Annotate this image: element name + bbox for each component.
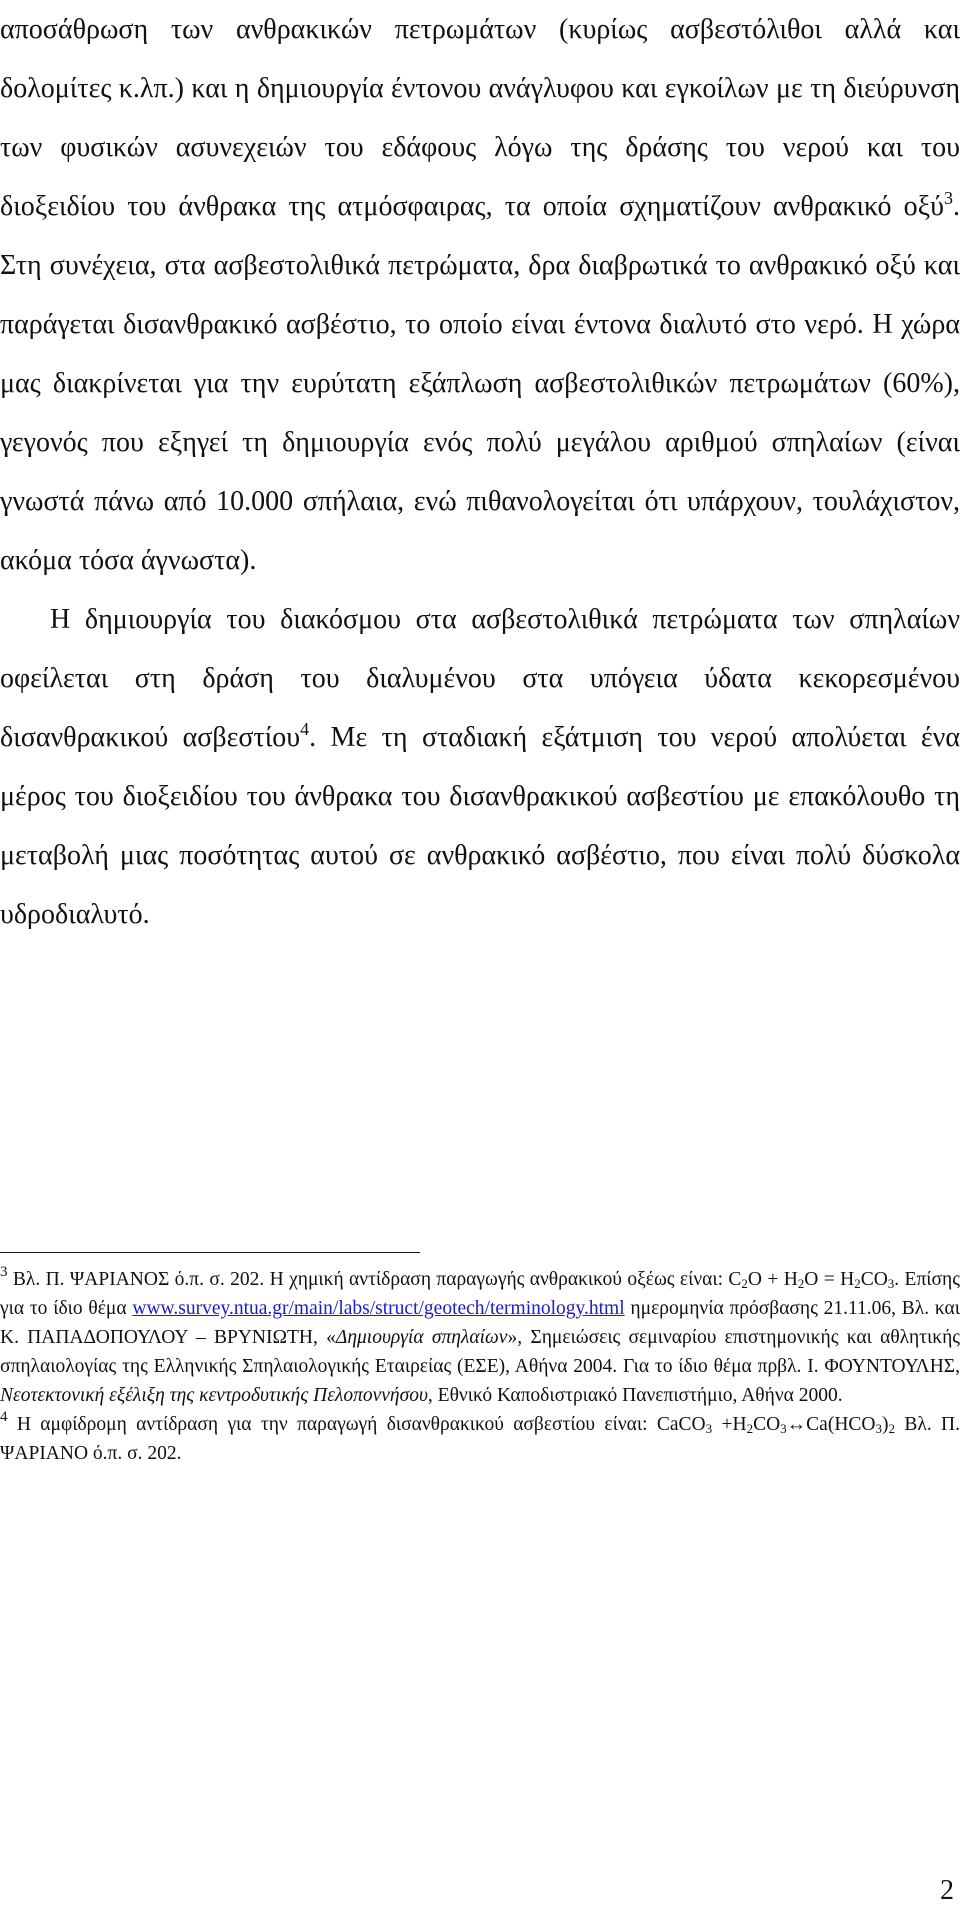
footnote-3-text: , Εθνικό Καποδιστριακό Πανεπιστήμιο, Αθήνα 2000.	[427, 1385, 843, 1406]
footnote-3	[0, 1265, 960, 1410]
paragraph-1	[0, 0, 960, 590]
footnote-3-text: ημερομηνία πρόσβασης 21.11.06, Βλ. και Κ. ΠΑΠΑΔΟΠΟΥΛΟΥ – ΒΡΥΝΙΩΤΗ, «	[0, 1298, 960, 1348]
page-number: 2	[940, 1875, 954, 1906]
body-text	[0, 0, 960, 944]
subscript: 2	[746, 1421, 754, 1436]
footnote-ref-3[interactable]: 3	[944, 188, 953, 208]
footnote-4-mark: 4	[0, 1409, 8, 1425]
subscript: 3	[875, 1421, 882, 1436]
footnote-4-text: Ca(HCO	[806, 1414, 876, 1435]
subscript: 2	[854, 1276, 861, 1291]
footnote-3-italic-title: Δημιουργία σπηλαίων	[335, 1327, 508, 1348]
footnote-4	[0, 1410, 960, 1468]
footnote-3-text: O = H	[804, 1269, 855, 1290]
footnotes	[0, 1265, 960, 1468]
footnote-4-text: +H	[712, 1414, 747, 1435]
subscript: 3	[887, 1276, 895, 1291]
subscript: 2	[797, 1276, 805, 1291]
footnote-3-text: », Σημειώσεις σεμιναρίου επιστημονικής και αθλητικής σπηλαιολογίας της Ελληνικής Σπηλαιολογικής Εταιρείας (ΕΣΕ), Αθήνα 2004. Για το ίδιο θέμα πρβλ. Ι. ΦΟΥΝΤΟΥΛΗΣ,	[0, 1327, 960, 1377]
paragraph-2	[0, 590, 960, 944]
paragraph-1-text: αποσάθρωση των ανθρακικών πετρωμάτων (κυρίως ασβεστόλιθοι αλλά και δολομίτες κ.λπ.) και η δημιουργία έντονου ανάγλυφου και εγκοίλων με τη διεύρυνση των φυσικών ασυνεχειών του εδάφους λόγω της δράσης του νερού και του διοξειδίου του άνθρακα της ατμόσφαιρας, τα οποία σχηματίζουν ανθρακικό οξύ	[0, 14, 960, 222]
subscript: 2	[741, 1276, 748, 1291]
footnote-3-text: Βλ. Π. ΨΑΡΙΑΝΟΣ ό.π. σ. 202. Η χημική αντίδραση παραγωγής ανθρακικού οξέως είναι: C	[7, 1269, 742, 1290]
subscript: 3	[705, 1421, 713, 1436]
footnote-4-text: CO	[753, 1414, 781, 1435]
footnote-3-italic-title: Νεοτεκτονική εξέλιξη της κεντροδυτικής Πελοποννήσου	[0, 1385, 428, 1406]
footnote-separator	[0, 1252, 420, 1253]
footnote-3-text: . Επίσης για το ίδιο θέμα	[0, 1269, 960, 1319]
paragraph-1-continuation: . Στη συνέχεια, στα ασβεστολιθικά πετρώματα, δρα διαβρωτικά το ανθρακικό οξύ και παράγεται δισανθρακικό ασβέστιο, το οποίο είναι έντονα διαλυτό στο νερό. Η χώρα μας διακρίνεται για την ευρύτατη εξάπλωση ασβεστολιθικών πετρωμάτων (60%), γεγονός που εξηγεί τη δημιουργία ενός πολύ μεγάλου αριθμού σπηλαίων (είναι γνωστά πάνω από 10.000 σπήλαια, ενώ πιθανολογείται ότι υπάρχουν, τουλάχιστον, ακόμα τόσα άγνωστα).	[0, 191, 960, 576]
terminology-link[interactable]: www.survey.ntua.gr/main/labs/struct/geotech/terminology.html	[132, 1298, 625, 1319]
equilibrium-arrow: ↔	[786, 1414, 807, 1435]
footnote-3-text: CO	[860, 1269, 888, 1290]
paragraph-2-text: Η δημιουργία του διακόσμου στα ασβεστολιθικά πετρώματα των σπηλαίων οφείλεται στη δράση του διαλυμένου στα υπόγεια ύδατα κεκορεσμένου δισανθρακικού ασβεστίου	[0, 604, 960, 753]
footnote-ref-4[interactable]: 4	[300, 719, 310, 739]
footnote-4-text: Η αμφίδρομη αντίδραση για την παραγωγή δισανθρακικού ασβεστίου είναι: CaCO	[7, 1414, 706, 1435]
subscript: 3	[780, 1421, 787, 1436]
footnote-3-mark: 3	[0, 1264, 8, 1280]
footnote-4-text: )	[882, 1414, 889, 1435]
footnote-4-text: Βλ. Π. ΨΑΡΙΑΝΟ ό.π. σ. 202.	[0, 1414, 960, 1464]
paragraph-2-continuation: . Με τη σταδιακή εξάτμιση του νερού απολύεται ένα μέρος του διοξειδίου του άνθρακα του δισανθρακικού ασβεστίου με επακόλουθο τη μεταβολή μιας ποσότητας αυτού σε ανθρακικό ασβέστιο, που είναι πολύ δύσκολα υδροδιαλυτό.	[0, 722, 960, 930]
subscript: 2	[888, 1421, 895, 1436]
footnote-3-text: O + H	[747, 1269, 798, 1290]
